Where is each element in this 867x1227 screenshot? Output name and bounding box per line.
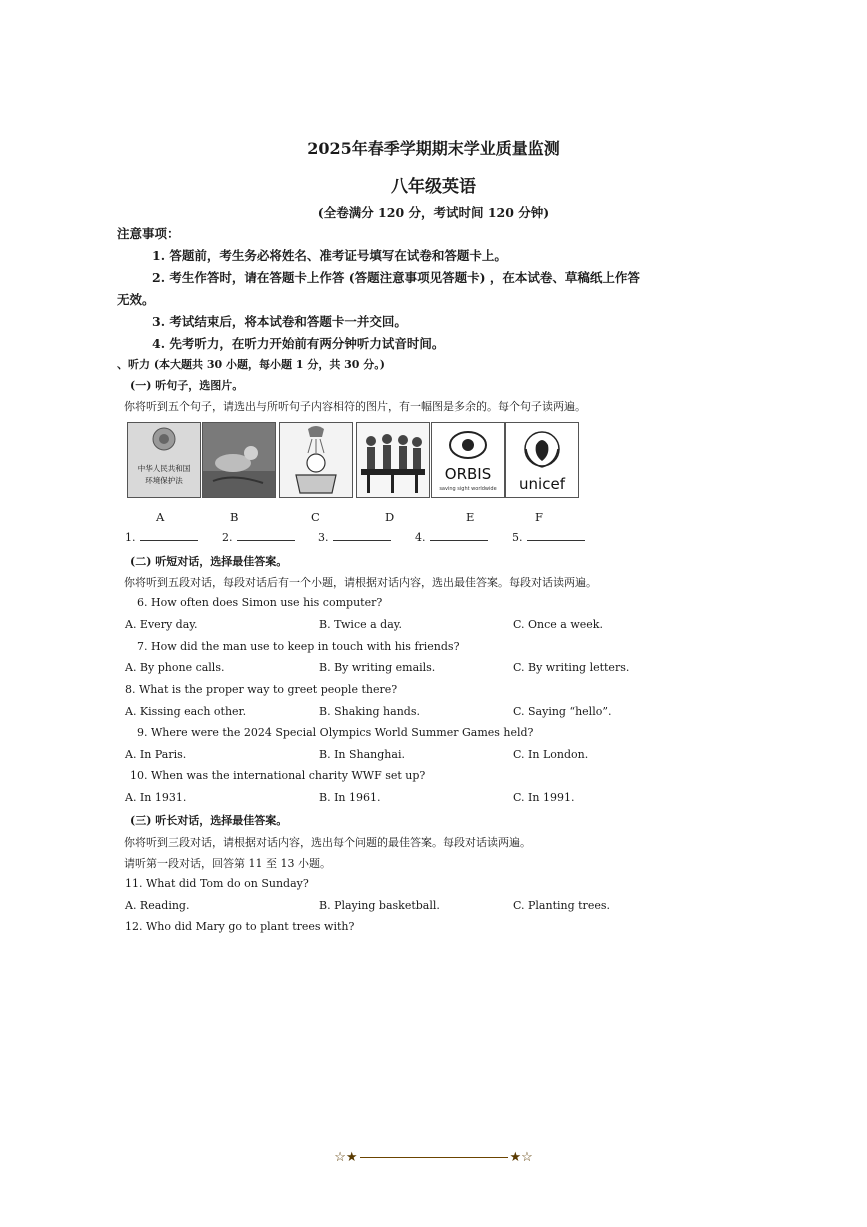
answer-blank-5[interactable] xyxy=(512,530,585,544)
picture-a xyxy=(127,422,201,498)
picture-letter-f: F xyxy=(535,510,543,524)
unicef-logo-text: unicef xyxy=(519,475,565,493)
note-item: 2. 考生作答时，请在答题卡上作答 (答题注意事项见答题卡) ，在本试卷、草稿纸上作答 xyxy=(152,270,640,285)
question-12: 12. Who did Mary go to plant trees with? xyxy=(125,920,355,933)
option-11a[interactable]: A. Reading. xyxy=(125,899,190,912)
page-footer-ornament xyxy=(0,1150,867,1165)
score-note: (全卷满分 120 分，考试时间 120 分钟) xyxy=(317,205,550,220)
part1-instruction: 你将听到五个句子，请选出与所听句子内容相符的图片，有一幅图是多余的。每个句子读两遍。 xyxy=(124,400,586,413)
answer-blank-label: 3. xyxy=(318,531,329,544)
question-7: 7. How did the man use to keep in touch with his friends? xyxy=(137,640,460,653)
picture-c xyxy=(279,422,353,498)
picture-d xyxy=(356,422,430,498)
option-7b[interactable]: B. By writing emails. xyxy=(319,661,436,674)
option-11b[interactable]: B. Playing basketball. xyxy=(319,899,440,912)
picture-letter-b: B xyxy=(230,510,239,524)
picture-a-caption-2: 环境保护法 xyxy=(145,476,183,485)
question-6: 6. How often does Simon use his computer? xyxy=(137,596,383,609)
part1-heading: (一) 听句子，选图片。 xyxy=(130,379,244,392)
note-item: 3. 考试结束后，将本试卷和答题卡一并交回。 xyxy=(152,314,407,329)
option-8b[interactable]: B. Shaking hands. xyxy=(319,705,420,718)
picture-b xyxy=(202,422,276,498)
option-10a[interactable]: A. In 1931. xyxy=(125,791,187,804)
footer-rule xyxy=(360,1157,508,1158)
part3-sub-instruction: 请听第一段对话，回答第 11 至 13 小题。 xyxy=(124,857,331,870)
option-11c[interactable]: C. Planting trees. xyxy=(513,899,610,912)
question-9: 9. Where were the 2024 Special Olympics World Summer Games held? xyxy=(137,726,534,739)
part3-heading: (三) 听长对话，选择最佳答案。 xyxy=(130,814,288,827)
picture-letter-d: D xyxy=(385,510,395,524)
option-6a[interactable]: A. Every day. xyxy=(125,618,198,631)
note-item: 4. 先考听力，在听力开始前有两分钟听力试音时间。 xyxy=(152,336,445,351)
option-9b[interactable]: B. In Shanghai. xyxy=(319,748,405,761)
note-item: 无效。 xyxy=(117,292,155,307)
answer-blank-label: 2. xyxy=(222,531,233,544)
option-9c[interactable]: C. In London. xyxy=(513,748,589,761)
answer-blank-4[interactable] xyxy=(415,530,488,544)
option-8a[interactable]: A. Kissing each other. xyxy=(125,705,247,718)
option-7c[interactable]: C. By writing letters. xyxy=(513,661,630,674)
answer-blank-3[interactable] xyxy=(318,530,391,544)
option-8c[interactable]: C. Saying “hello”. xyxy=(513,705,612,718)
orbis-logo-sub: saving sight worldwide xyxy=(439,486,497,492)
orbis-logo-text: ORBIS xyxy=(444,465,492,483)
exam-subject: 八年级英语 xyxy=(391,177,476,197)
picture-f xyxy=(505,422,579,498)
option-7a[interactable]: A. By phone calls. xyxy=(125,661,225,674)
part2-heading: (二) 听短对话，选择最佳答案。 xyxy=(130,555,288,568)
question-10: 10. When was the international charity WWF set up? xyxy=(130,769,426,782)
part2-instruction: 你将听到五段对话，每段对话后有一个小题，请根据对话内容，选出最佳答案。每段对话读两遍。 xyxy=(124,576,597,589)
option-10b[interactable]: B. In 1961. xyxy=(319,791,381,804)
answer-blank-label: 1. xyxy=(125,531,136,544)
option-6b[interactable]: B. Twice a day. xyxy=(319,618,403,631)
picture-letter-e: E xyxy=(466,510,475,524)
picture-a-caption-1: 中华人民共和国 xyxy=(137,464,191,473)
footer-stars-right: ★☆ xyxy=(509,1150,533,1165)
answer-blank-label: 4. xyxy=(415,531,426,544)
option-10c[interactable]: C. In 1991. xyxy=(513,791,575,804)
option-6c[interactable]: C. Once a week. xyxy=(513,618,603,631)
answer-blank-2[interactable] xyxy=(222,530,295,544)
answer-blank-label: 5. xyxy=(512,531,523,544)
question-11: 11. What did Tom do on Sunday? xyxy=(125,877,309,890)
note-item: 1. 答题前，考生务必将姓名、准考证号填写在试卷和答题卡上。 xyxy=(152,248,507,263)
picture-letter-a: A xyxy=(156,510,165,524)
picture-letter-c: C xyxy=(311,510,320,524)
part3-instruction: 你将听到三段对话，请根据对话内容，选出每个问题的最佳答案。每段对话读两遍。 xyxy=(124,836,531,849)
picture-row xyxy=(127,422,587,498)
question-8: 8. What is the proper way to greet people there? xyxy=(125,683,398,696)
answer-blank-1[interactable] xyxy=(125,530,198,544)
notes-heading: 注意事项： xyxy=(117,226,180,241)
section1-heading: 、听力 (本大题共 30 小题，每小题 1 分，共 30 分。) xyxy=(117,358,385,371)
option-9a[interactable]: A. In Paris. xyxy=(125,748,187,761)
picture-e xyxy=(431,422,505,498)
footer-stars-left: ☆★ xyxy=(334,1150,358,1165)
exam-title: 2025年春季学期期末学业质量监测 xyxy=(307,139,560,158)
